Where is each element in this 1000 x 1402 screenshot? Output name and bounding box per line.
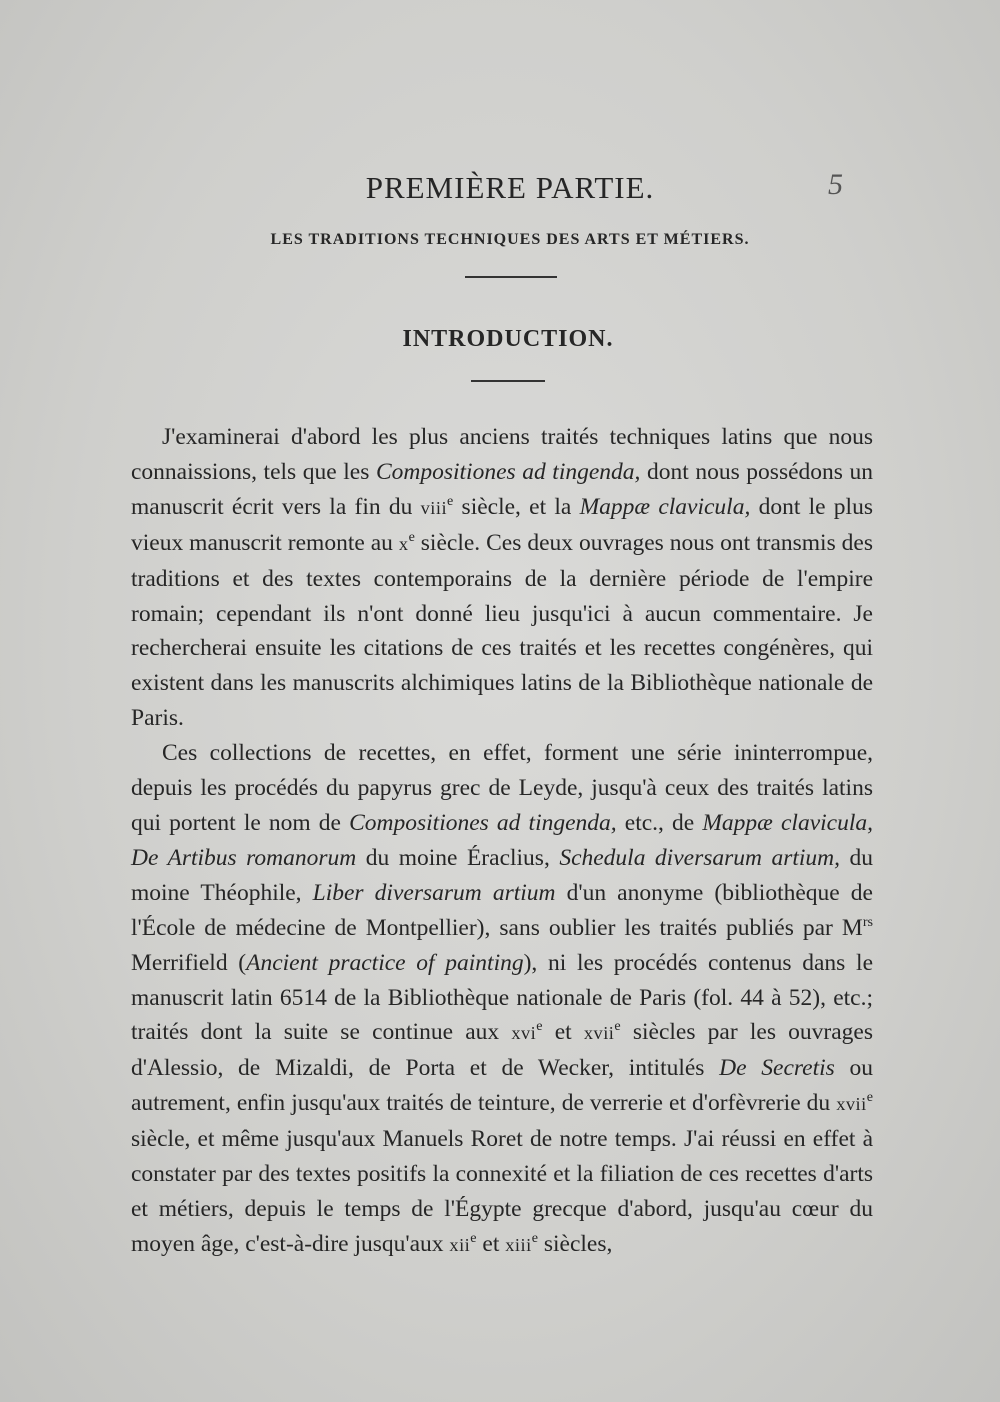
italic-title: Mappæ clavicula, xyxy=(579,493,751,520)
text-run: siècles, xyxy=(537,1230,613,1257)
italic-title: Compositiones ad tingenda, xyxy=(375,458,641,485)
text-run: du moine Théophile, xyxy=(131,844,873,906)
italic-title: Ancient practice of painting xyxy=(246,949,524,976)
superscript: rs xyxy=(862,913,873,930)
superscript: e xyxy=(866,1089,873,1106)
roman-numeral: x xyxy=(398,533,409,554)
roman-numeral: viii xyxy=(420,497,448,518)
part-subtitle: LES TRADITIONS TECHNIQUES DES ARTS ET MÉTIERS. xyxy=(270,231,750,248)
text-run: siècles par les ouvrages d'Alessio, de Mizaldi, de Porta et de Wecker, intitulés xyxy=(131,1019,873,1082)
superscript: e xyxy=(470,1229,477,1246)
text-run: siècle. Ces deux ouvrages nous ont transmis des traditions et des textes contemporains de la dernière période de l'empire romain; cependant ils n'ont donné lieu jusqu'ici à aucun commentaire. Je rechercherai ensuite les citations de ces traités et les recettes congénères, qui existent dans les manuscrits alchimiques latins de la Bibliothèque nationale de Paris. xyxy=(131,529,873,732)
roman-numeral: xiii xyxy=(505,1234,532,1255)
paragraph-1 xyxy=(131,420,873,736)
part-title: PREMIÈRE PARTIE. xyxy=(365,170,655,205)
roman-numeral: xvii xyxy=(836,1094,867,1115)
text-run: siècle, et même jusqu'aux Manuels Roret de notre temps. J'ai réussi en effet à constater par des textes positifs la connexité et la filiation de ces recettes d'arts et métiers, depuis le temps de l'Égypte grecque d'abord, jusqu'au cœur du moyen âge, c'est-à-dire jusqu'aux xyxy=(131,1126,873,1257)
text-run: ), ni les procédés contenus dans le manuscrit latin 6514 de la Bibliothèque nationale de Paris (fol. 44 à 52), etc.; traités dont la suite se continue aux xyxy=(131,949,873,1046)
superscript: e xyxy=(536,1018,543,1035)
superscript: e xyxy=(614,1018,621,1035)
italic-title: Compositiones ad tingenda, xyxy=(349,809,617,836)
superscript: e xyxy=(408,528,415,545)
paragraph-2 xyxy=(131,736,873,1263)
section-divider xyxy=(471,380,545,382)
roman-numeral: xii xyxy=(449,1234,471,1255)
text-run: Ces collections de recettes, en effet, forment une série ininterrompue, depuis les procédés du papyrus grec de Leyde, jusqu'à ceux des traités latins qui portent le nom de xyxy=(131,740,873,836)
title-divider xyxy=(465,276,557,278)
italic-title: Liber diversarum artium xyxy=(312,879,556,906)
text-run: d'un anonyme (bibliothèque de l'École de médecine de Montpellier), sans oublier les traités publiés par M xyxy=(131,879,873,941)
italic-title: De Secretis xyxy=(719,1055,835,1082)
text-run: dont le plus vieux manuscrit remonte au xyxy=(131,493,873,556)
text-run: siècle, et la xyxy=(453,493,580,520)
text-run: dont nous possédons un manuscrit écrit vers la fin du xyxy=(131,458,873,520)
text-run: et xyxy=(476,1230,506,1257)
text-run: J'examinerai d'abord les plus anciens traités techniques latins que nous connaissions, tels que les xyxy=(131,424,873,485)
handwritten-folio-number: 5 xyxy=(828,168,843,201)
italic-title: Schedula diversarum artium, xyxy=(559,844,841,871)
superscript: e xyxy=(447,492,454,509)
roman-numeral: xvii xyxy=(583,1023,615,1044)
text-run: ou autrement, enfin jusqu'aux traités de teinture, de verrerie et d'orfèvrerie du xyxy=(131,1055,873,1117)
superscript: e xyxy=(531,1229,538,1246)
text-run: du moine Éraclius, xyxy=(356,844,560,871)
text-run: etc., de xyxy=(616,809,703,836)
section-title: INTRODUCTION. xyxy=(402,326,614,352)
roman-numeral: xvi xyxy=(511,1023,537,1044)
italic-title: Mappæ clavicula, De Artibus romanorum xyxy=(131,809,873,871)
text-run: Merrifield ( xyxy=(131,949,247,976)
body-text xyxy=(131,420,873,1263)
text-run: et xyxy=(542,1019,584,1046)
